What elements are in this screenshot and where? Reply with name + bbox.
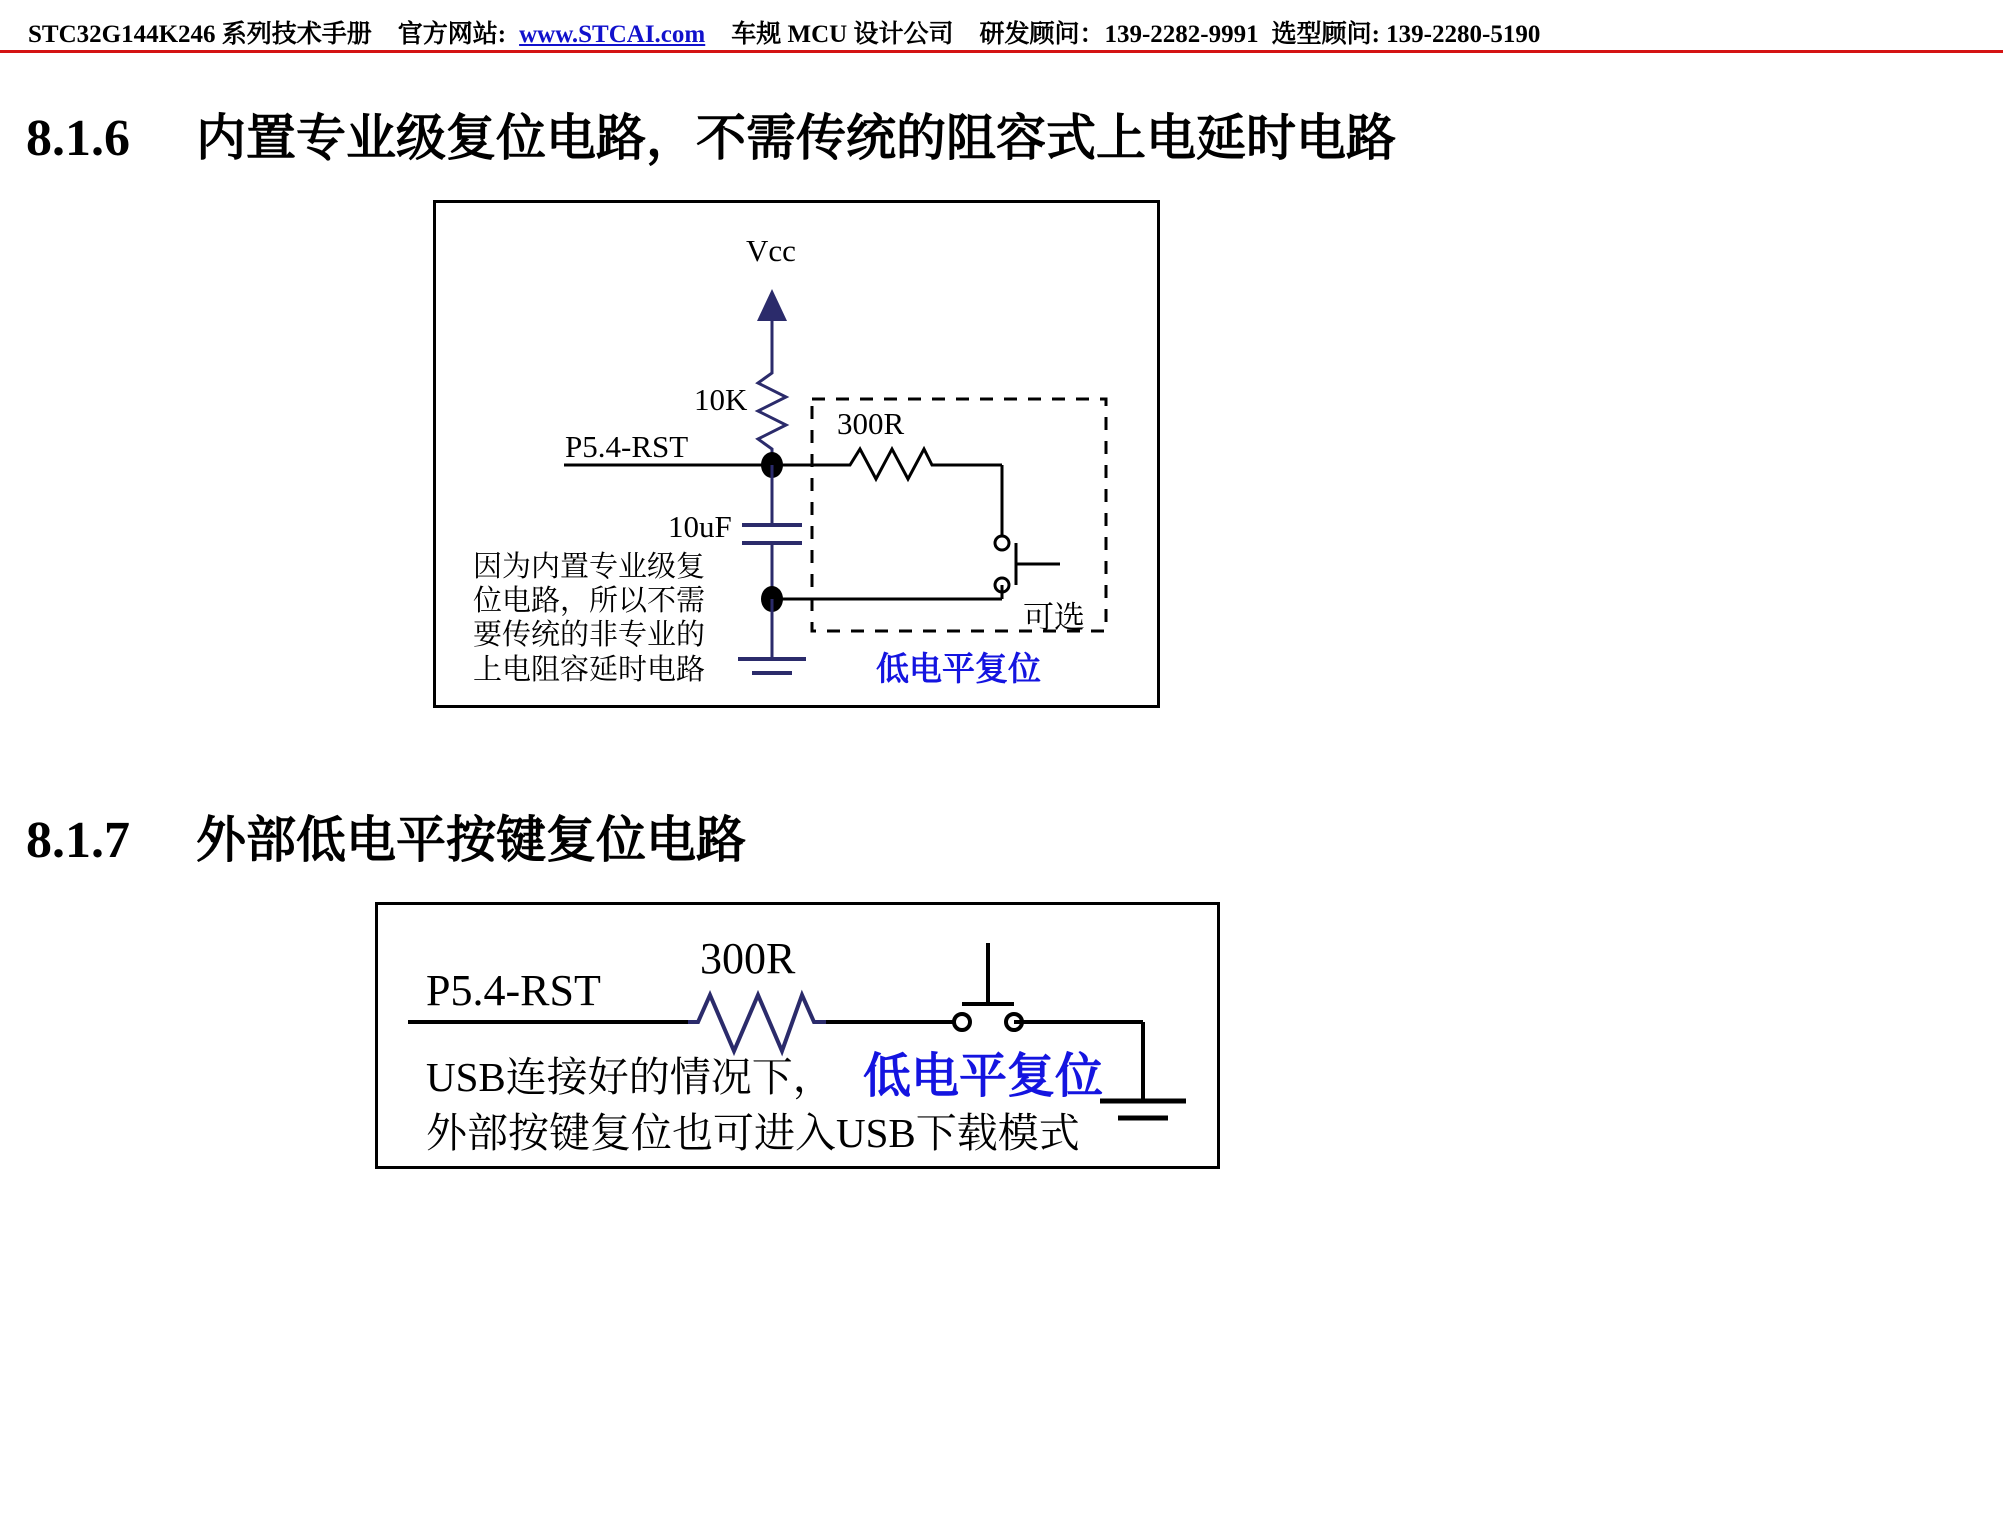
capacitor-label: 10uF	[668, 509, 732, 544]
low-level-reset-label-1: 低电平复位	[876, 652, 1041, 688]
official-site-label: 官方网站:	[397, 21, 507, 48]
page-header	[0, 0, 2003, 52]
section-title-817: 外部低电平按键复位电路	[196, 812, 746, 868]
reset-circuit-diagram-internal	[433, 200, 1160, 708]
section-heading-817	[26, 800, 746, 872]
section-number-816: 8.1.6	[26, 110, 130, 167]
vcc-label: Vcc	[746, 233, 796, 268]
header-text-line	[28, 14, 1540, 50]
section-number-817: 8.1.7	[26, 812, 130, 869]
series-resistor-label-2: 300R	[700, 934, 796, 983]
company-label: 车规 MCU 设计公司	[731, 21, 954, 48]
switch-terminal-top	[995, 536, 1009, 550]
switch-terminal-left	[954, 1014, 970, 1030]
header-divider-rule	[0, 50, 2003, 53]
vcc-arrow-icon	[757, 289, 787, 321]
reset-circuit-diagram-external-button	[375, 902, 1220, 1169]
rst-pin-label-2: P5.4-RST	[426, 966, 601, 1015]
manual-title: STC32G144K246 系列技术手册	[28, 21, 372, 48]
pullup-resistor-label: 10K	[694, 382, 748, 417]
selection-consultant-phone: 选型顾问: 139-2280-5190	[1271, 21, 1541, 48]
note-line-2: 位电路，所以不需	[473, 585, 706, 618]
note-line-4: 上电阻容延时电路	[473, 653, 706, 686]
internal-reset-note	[473, 550, 705, 687]
section-title-816: 内置专业级复位电路，不需传统的阻容式上电延时电路	[196, 110, 1396, 166]
low-level-reset-label-2: 低电平复位	[863, 1050, 1104, 1103]
ground-symbol-icon	[738, 659, 806, 673]
usb-download-note-line-2: 外部按键复位也可进入USB下载模式	[426, 1110, 1080, 1156]
rnd-consultant-phone: 研发顾问：139-2282-9991	[979, 21, 1259, 48]
ground-symbol-icon-2	[1100, 1101, 1186, 1118]
usb-download-note-line-1: USB连接好的情况下，	[426, 1054, 834, 1100]
note-line-3: 要传统的非专业的	[473, 619, 706, 652]
series-resistor-label: 300R	[837, 406, 905, 441]
note-line-1: 因为内置专业级复	[473, 551, 706, 583]
section-heading-816	[26, 98, 1396, 170]
stcai-website-link[interactable]: www.STCAI.com	[519, 21, 706, 48]
rst-pin-label: P5.4-RST	[565, 429, 689, 464]
optional-label: 可选	[1023, 600, 1085, 635]
